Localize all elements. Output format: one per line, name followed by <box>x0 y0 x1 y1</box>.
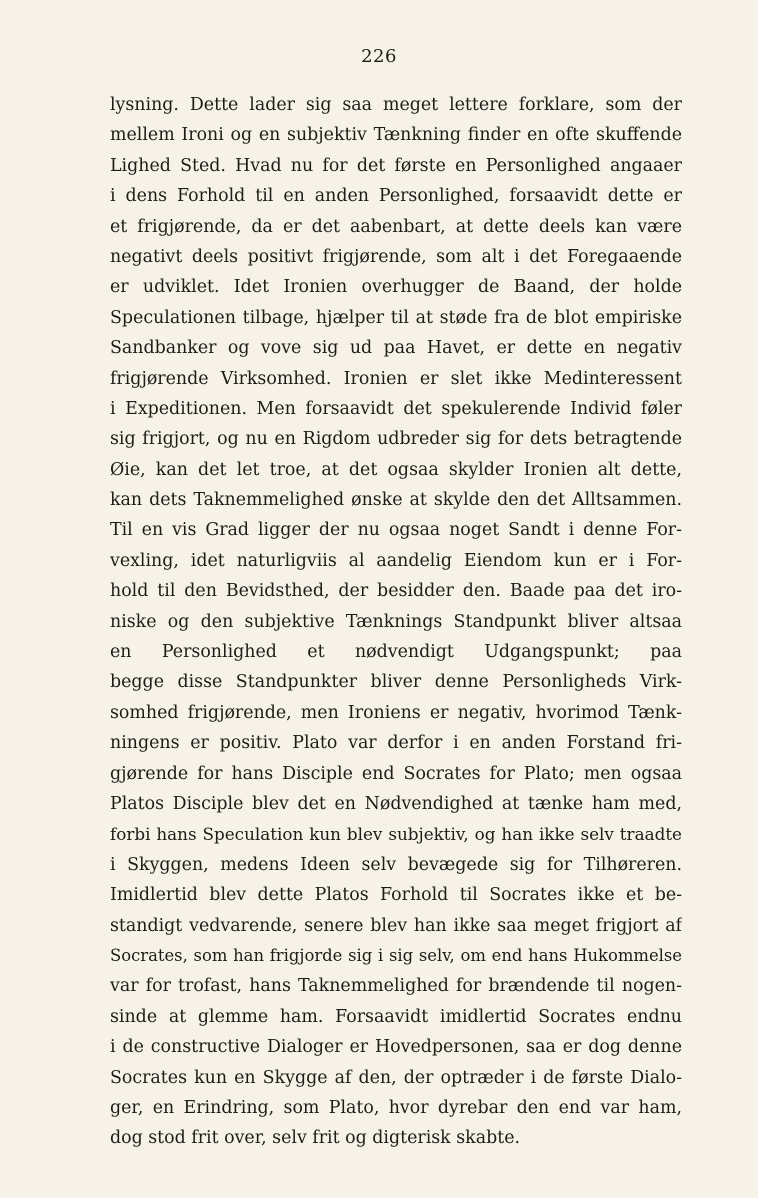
text-line: Socrates, som han frigjorde sig i sig selv, om end hans Hukommelse <box>110 945 682 965</box>
text-line: sinde at glemme ham. Forsaavidt imidlertid Socrates endnu <box>110 1006 682 1027</box>
text-line: Platos Disciple blev det en Nødvendighed at tænke ham med, <box>110 793 682 814</box>
text-line: somhed frigjørende, men Ironiens er negativ, hvorimod Tænk- <box>110 702 682 723</box>
text-line: negativt deels positivt frigjørende, som alt i det Foregaaende <box>110 246 682 267</box>
text-line: en Personlighed et nødvendigt Udgangspunkt; paa <box>110 642 682 663</box>
text-line: i de constructive Dialoger er Hovedpersonen, saa er dog denne <box>110 1037 682 1058</box>
text-line: Til en vis Grad ligger der nu ogsaa noget Sandt i denne For- <box>110 520 682 541</box>
text-line: var for trofast, hans Taknemmelighed for brændende til nogen- <box>110 976 682 997</box>
text-line: begge disse Standpunkter bliver denne Personligheds Virk- <box>110 672 682 693</box>
text-line: forbi hans Speculation kun blev subjektiv, og han ikke selv traadte <box>110 824 682 845</box>
text-line: i Expeditionen. Men forsaavidt det spekulerende Individ føler <box>110 398 682 419</box>
body-text <box>110 90 682 1154</box>
text-line: Øie, kan det let troe, at det ogsaa skylder Ironien alt dette, <box>110 459 682 480</box>
text-line: gjørende for hans Disciple end Socrates for Plato; men ogsaa <box>110 763 682 784</box>
text-line: Imidlertid blev dette Platos Forhold til Socrates ikke et be- <box>110 885 682 906</box>
text-line: mellem Ironi og en subjektiv Tænkning finder en ofte skuffende <box>110 125 682 146</box>
text-line: et frigjørende, da er det aabenbart, at dette deels kan være <box>110 216 682 237</box>
text-line: ningens er positiv. Plato var derfor i en anden Forstand fri- <box>110 733 682 754</box>
text-line: i dens Forhold til en anden Personlighed, forsaavidt dette er <box>110 186 682 207</box>
text-line: kan dets Taknemmelighed ønske at skylde den det Alltsammen. <box>110 490 682 511</box>
text-line: frigjørende Virksomhed. Ironien er slet ikke Medinteressent <box>110 368 682 389</box>
text-line: hold til den Bevidsthed, der besidder den. Baade paa det iro- <box>110 581 682 602</box>
text-line: i Skyggen, medens Ideen selv bevægede sig for Tilhøreren. <box>110 854 682 875</box>
text-line: vexling, idet naturligviis al aandelig Eiendom kun er i For- <box>110 550 682 571</box>
text-line: niske og den subjektive Tænknings Standpunkt bliver altsaa <box>110 611 682 632</box>
text-line: Sandbanker og vove sig ud paa Havet, er dette en negativ <box>110 338 682 359</box>
text-line: Lighed Sted. Hvad nu for det første en Personlighed angaaer <box>110 155 682 176</box>
text-line: Speculationen tilbage, hjælper til at støde fra de blot empiriske <box>110 307 682 328</box>
text-line: er udviklet. Idet Ironien overhugger de Baand, der holde <box>110 277 682 298</box>
text-line: lysning. Dette lader sig saa meget lettere forklare, som der <box>110 95 682 115</box>
text-line: ger, en Erindring, som Plato, hvor dyrebar den end var ham, <box>110 1097 682 1118</box>
text-line: standigt vedvarende, senere blev han ikke saa meget frigjort af <box>110 915 682 936</box>
text-line: sig frigjort, og nu en Rigdom udbreder sig for dets betragtende <box>110 429 682 450</box>
text-line-last: dog stod frit over, selv frit og digterisk skabte. <box>110 1128 521 1149</box>
text-line: Socrates kun en Skygge af den, der optræder i de første Dialo- <box>110 1067 682 1088</box>
page-number: 226 <box>361 46 397 67</box>
